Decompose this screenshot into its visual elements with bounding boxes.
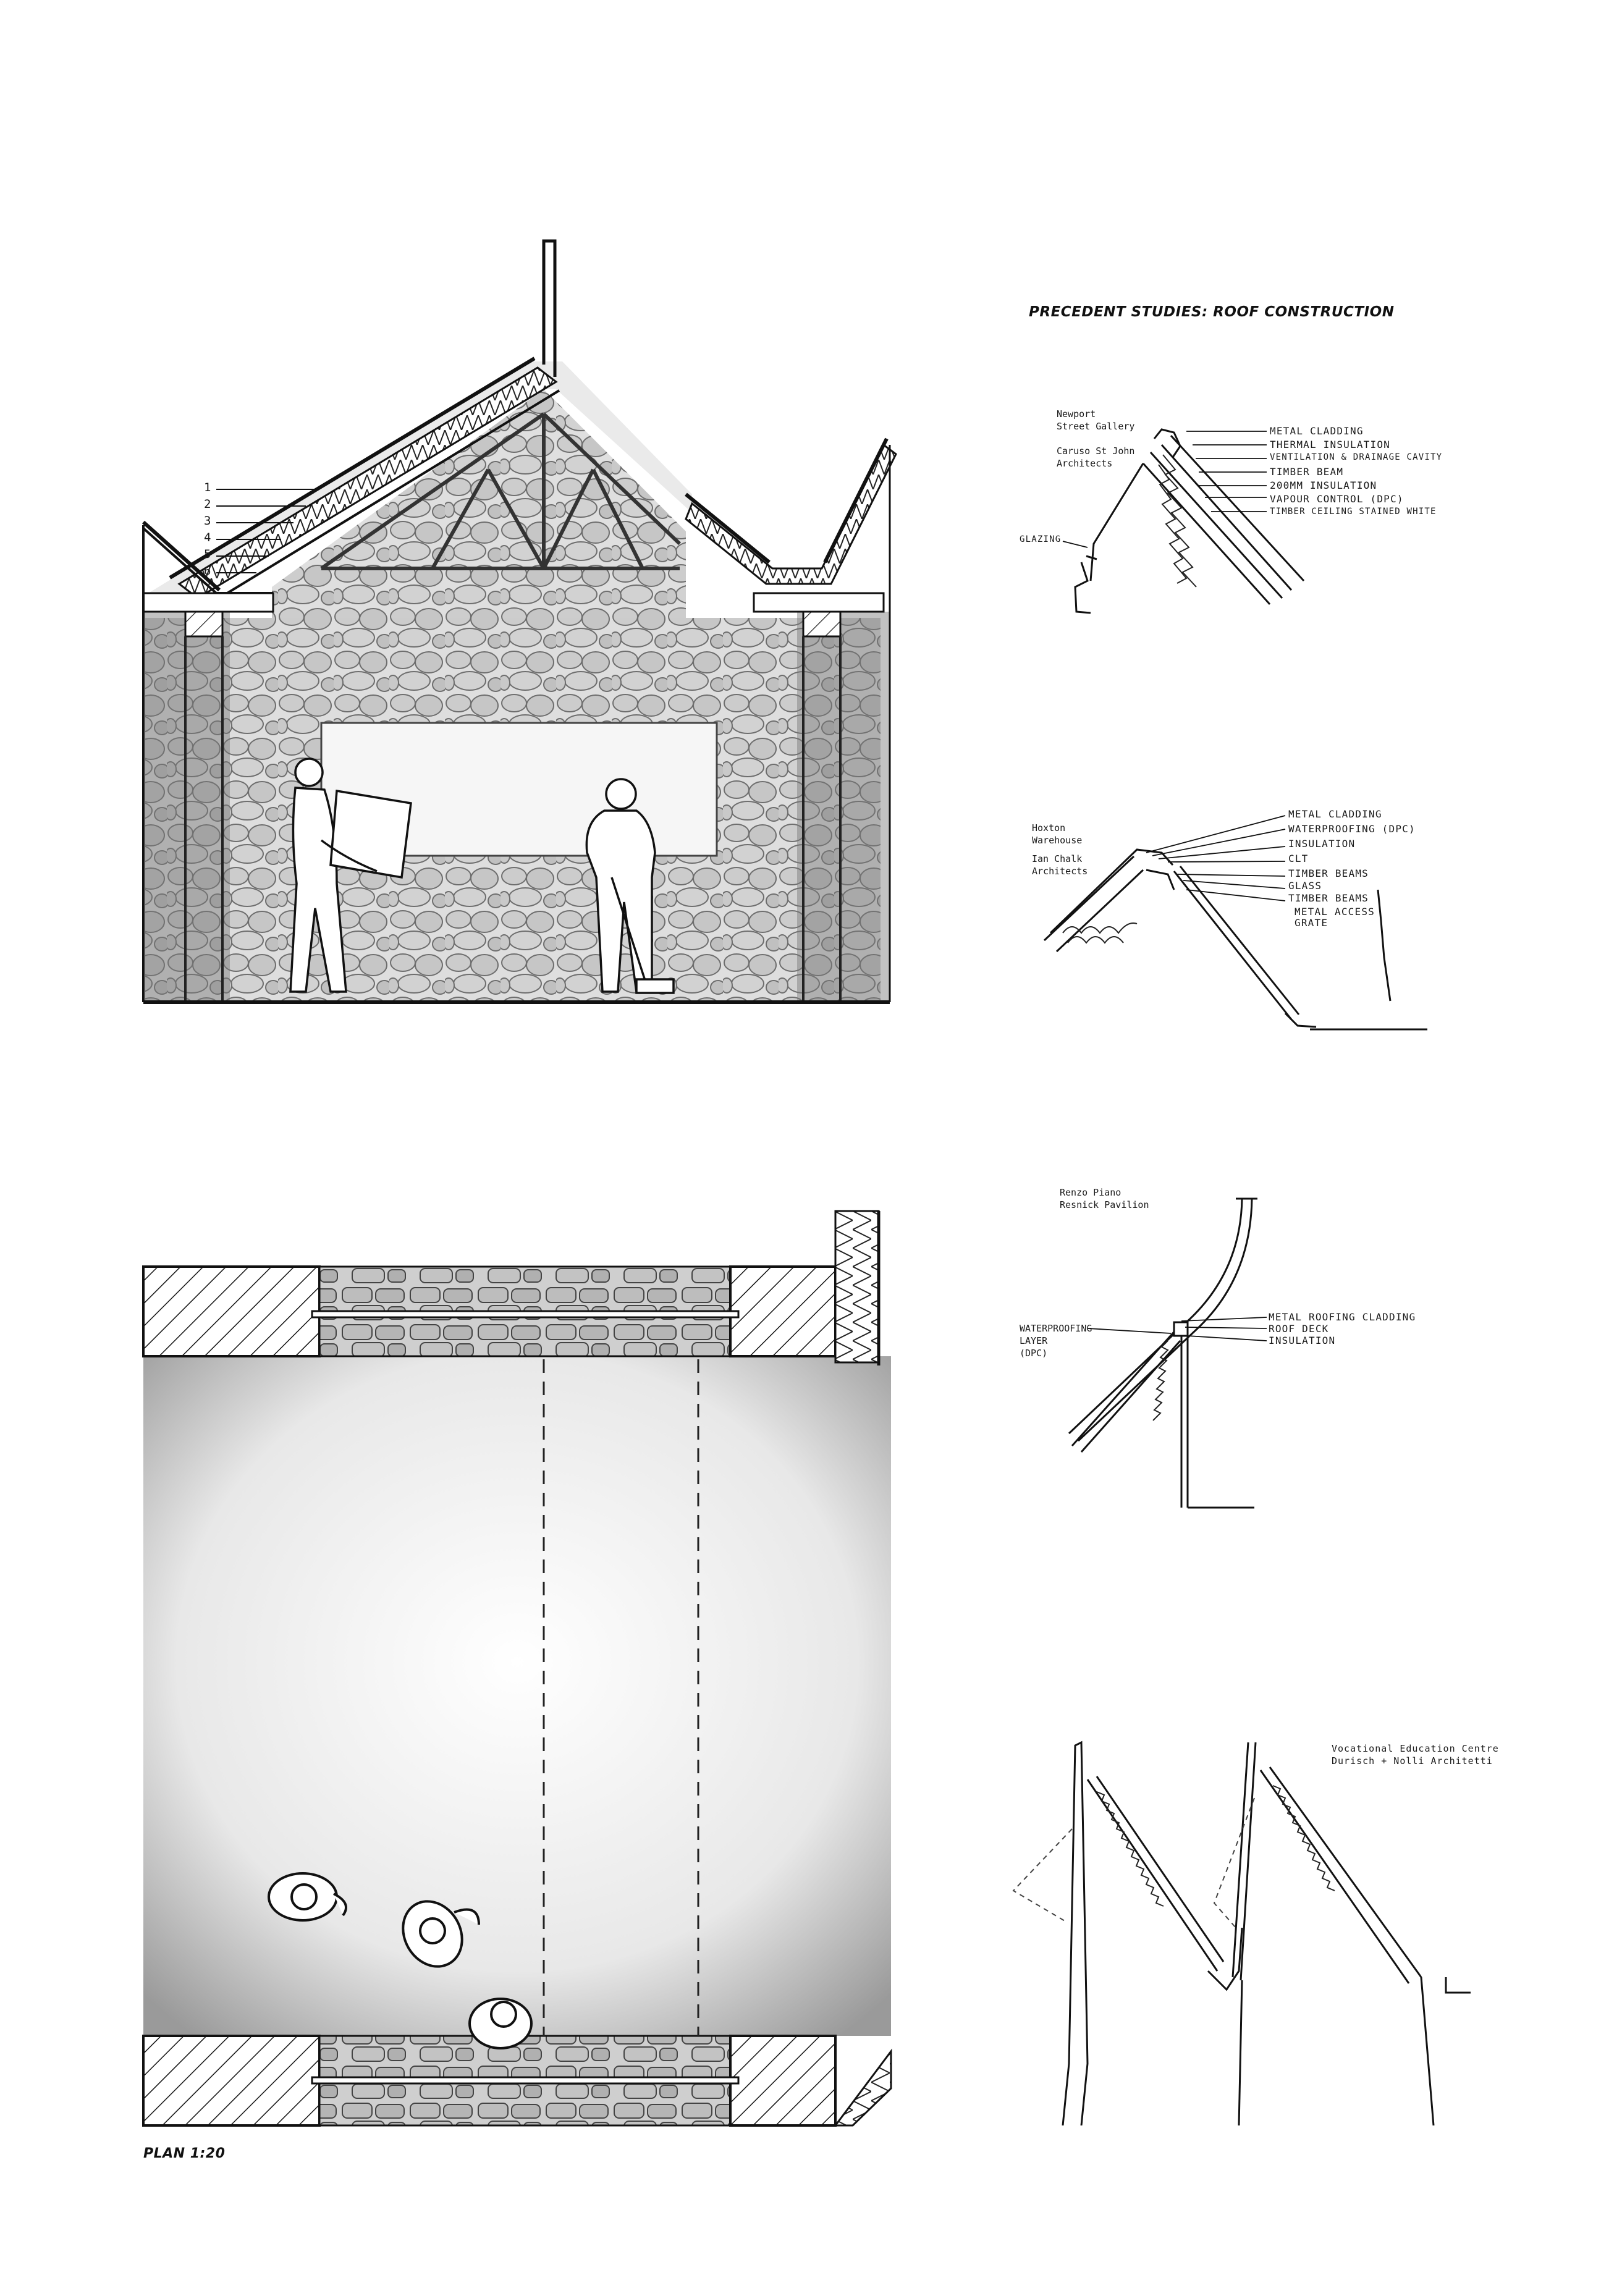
renzo-left-label-2: LAYER bbox=[1020, 1335, 1048, 1346]
hoxton-detail-sketch bbox=[1020, 797, 1514, 1057]
hoxton-label-insulation: INSULATION bbox=[1288, 838, 1356, 850]
layer-number-4: 4 bbox=[204, 531, 212, 544]
hoxton-architect bbox=[1032, 853, 1088, 877]
vocational-title bbox=[1332, 1742, 1499, 1767]
hoxton-title-line-1: Hoxton bbox=[1032, 822, 1066, 834]
section-drawing bbox=[0, 0, 927, 1050]
renzo-label-metal-roofing: METAL ROOFING CLADDING bbox=[1269, 1311, 1416, 1323]
vocational-title-line-1: Vocational Education Centre bbox=[1332, 1743, 1499, 1754]
renzo-left-labels bbox=[1020, 1322, 1092, 1359]
hoxton-title-line-2: Warehouse bbox=[1032, 835, 1083, 846]
hoxton-label-glass: GLASS bbox=[1288, 880, 1322, 892]
hoxton-label-clt: CLT bbox=[1288, 853, 1309, 864]
layer-number-1: 1 bbox=[204, 481, 212, 494]
plan-drawing bbox=[0, 1174, 927, 2193]
layer-leader-lines bbox=[213, 482, 324, 587]
layer-number-3: 3 bbox=[204, 514, 212, 528]
hoxton-label-metal-cladding: METAL CLADDING bbox=[1288, 808, 1382, 820]
renzo-detail-sketch bbox=[1020, 1174, 1514, 1520]
renzo-label-roof-deck: ROOF DECK bbox=[1269, 1323, 1329, 1335]
layer-number-5: 5 bbox=[204, 547, 212, 561]
hoxton-title bbox=[1032, 822, 1082, 846]
hoxton-architect-line-1: Ian Chalk bbox=[1032, 853, 1083, 864]
layer-number-2: 2 bbox=[204, 497, 212, 511]
hoxton-label-metal-access: METAL ACCESS bbox=[1295, 906, 1375, 918]
newport-architect-line-1: Caruso St John bbox=[1057, 445, 1135, 457]
newport-label-timber-ceiling: TIMBER CEILING STAINED WHITE bbox=[1270, 507, 1437, 517]
renzo-title bbox=[1060, 1186, 1149, 1211]
vocational-title-line-2: Durisch + Nolli Architetti bbox=[1332, 1755, 1493, 1766]
renzo-title-line-2: Resnick Pavilion bbox=[1060, 1199, 1149, 1210]
renzo-label-insulation: INSULATION bbox=[1269, 1335, 1336, 1346]
hoxton-label-waterproofing: WATERPROOFING (DPC) bbox=[1288, 823, 1416, 835]
plan-label: PLAN 1:20 bbox=[143, 2146, 226, 2161]
newport-label-ventilation: VENTILATION & DRAINAGE CAVITY bbox=[1270, 452, 1443, 462]
newport-architect-line-2: Architects bbox=[1057, 458, 1113, 469]
newport-labels bbox=[1270, 425, 1442, 520]
newport-label-thermal-insulation: THERMAL INSULATION bbox=[1270, 439, 1390, 450]
newport-title-line-2: Street Gallery bbox=[1057, 421, 1135, 432]
newport-label-timber-beam: TIMBER BEAM bbox=[1270, 466, 1344, 478]
hoxton-labels bbox=[1288, 808, 1416, 929]
newport-label-insulation-200: 200MM INSULATION bbox=[1270, 479, 1377, 491]
newport-title bbox=[1057, 408, 1134, 433]
precedent-newport bbox=[1020, 402, 1514, 661]
newport-title-line-1: Newport bbox=[1057, 408, 1096, 420]
renzo-title-line-1: Renzo Piano bbox=[1060, 1187, 1121, 1198]
renzo-left-label-3: (DPC) bbox=[1020, 1348, 1048, 1359]
precedent-heading: PRECEDENT STUDIES: ROOF CONSTRUCTION bbox=[1029, 304, 1395, 320]
precedent-renzo bbox=[1020, 1174, 1514, 1520]
newport-label-metal-cladding: METAL CLADDING bbox=[1270, 425, 1364, 437]
renzo-left-label-1: WATERPROOFING bbox=[1020, 1323, 1092, 1334]
hoxton-label-timber-beams: TIMBER BEAMS bbox=[1288, 867, 1369, 879]
newport-architect bbox=[1057, 445, 1134, 470]
newport-label-vapour-control: VAPOUR CONTROL (DPC) bbox=[1270, 493, 1404, 505]
precedent-hoxton bbox=[1020, 797, 1514, 1057]
layer-number-6: 6 bbox=[204, 564, 212, 578]
precedent-vocational bbox=[989, 1718, 1514, 2125]
vocational-detail-sketch bbox=[989, 1718, 1514, 2125]
hoxton-label-timber-beams-2: TIMBER BEAMS bbox=[1288, 892, 1369, 904]
renzo-labels bbox=[1269, 1311, 1416, 1346]
newport-glazing-label: GLAZING bbox=[1020, 534, 1062, 544]
hoxton-label-grate: GRATE bbox=[1295, 917, 1328, 929]
hoxton-architect-line-2: Architects bbox=[1032, 866, 1088, 877]
